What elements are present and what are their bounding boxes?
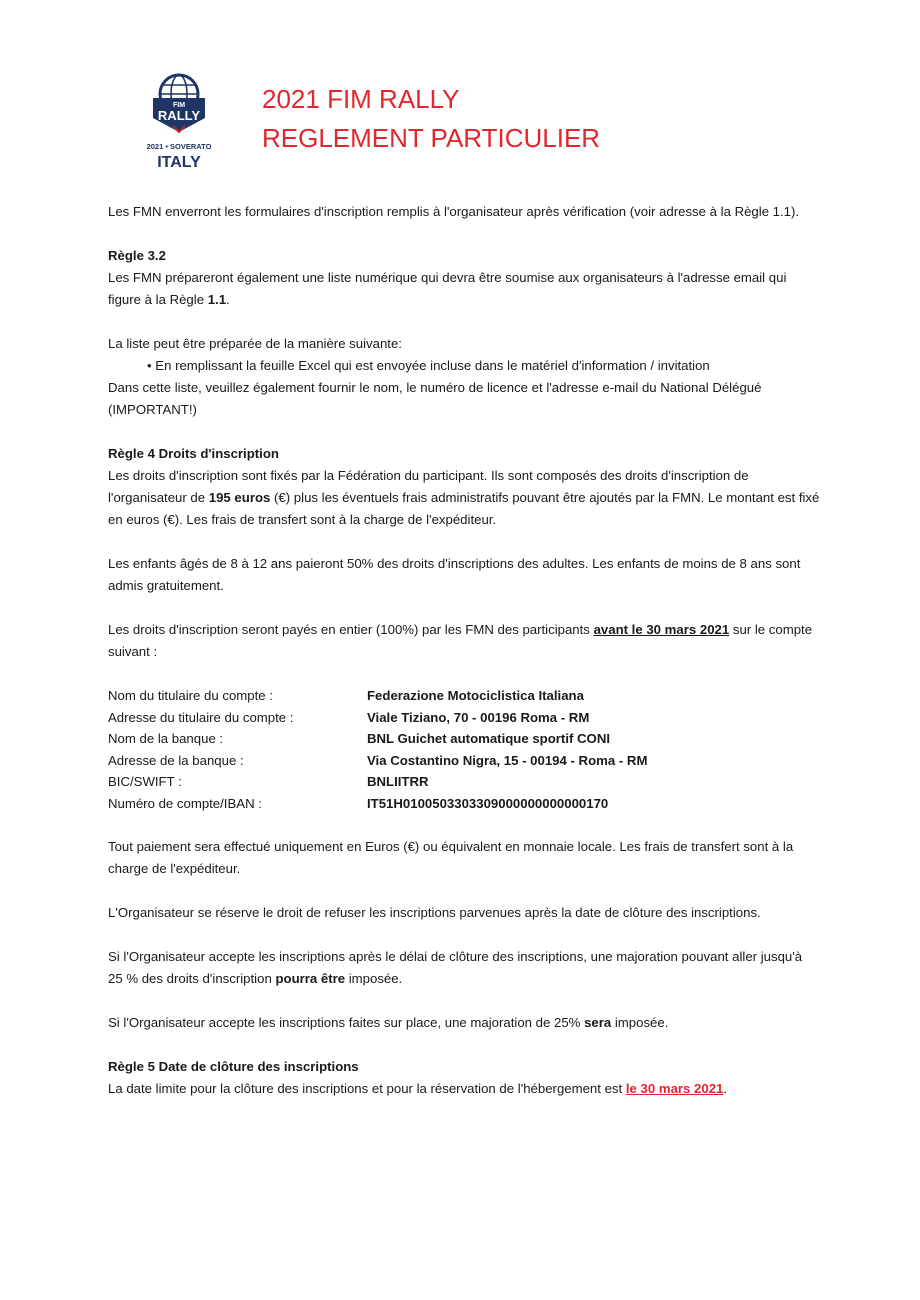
title-line-2: REGLEMENT PARTICULIER — [262, 123, 601, 153]
payment-text: Les droits d'inscription seront payés en entier (100%) par les FMN des participants — [108, 622, 594, 637]
bank-value: Viale Tiziano, 70 - 00196 Roma - RM — [367, 709, 590, 725]
late-entry-emphasis: pourra être — [275, 971, 346, 986]
onsite-entry-paragraph — [108, 1012, 820, 1034]
rule-5-end: . — [723, 1081, 728, 1096]
table-row — [108, 685, 647, 707]
rule-3-2-paragraph — [108, 267, 820, 311]
bank-label: Nom du titulaire du compte : — [108, 688, 273, 703]
document-title — [262, 80, 600, 158]
bank-label: Adresse du titulaire du compte : — [108, 709, 294, 725]
table-row — [108, 728, 647, 750]
onsite-entry-end: imposée. — [611, 1015, 669, 1030]
rule-3-2-reference: 1.1 — [207, 292, 227, 307]
children-paragraph: Les enfants âgés de 8 à 12 ans paieront 50% des droits d'inscriptions des adultes. Les enfants de moins de 8 ans sont admis gratuitement. — [108, 556, 801, 593]
bank-label: Numéro de compte/IBAN : — [108, 795, 262, 811]
fim-rally-logo-icon — [145, 68, 213, 172]
rule-4-text-cont: (€) plus les éventuels frais administratifs pouvant être ajoutés par la FMN. Le montant est fixé en euros (€). Les frais de transfert sont à la charge de l'expéditeur. — [108, 490, 820, 527]
list-intro: La liste peut être préparée de la manière suivante: — [108, 336, 402, 351]
rule-5-heading: Règle 5 Date de clôture des inscriptions — [108, 1059, 359, 1074]
table-row — [108, 707, 647, 729]
rule-4-text: Les droits d'inscription sont fixés par la Fédération du participant. Ils sont composés des droits d'inscription de l'organisateur de — [108, 468, 749, 505]
logo-event-text: 2021 • SOVERATO — [146, 142, 212, 151]
logo-rally-text: RALLY — [157, 108, 201, 123]
rule-5-text: La date limite pour la clôture des inscriptions et pour la réservation de l'hébergement est — [108, 1081, 626, 1096]
refuse-paragraph: L'Organisateur se réserve le droit de refuser les inscriptions parvenues après la date de clôture des inscriptions. — [108, 905, 761, 920]
intro-paragraph: Les FMN enverront les formulaires d'inscription remplis à l'organisateur après vérification (voir adresse à la Règle 1.1). — [108, 204, 800, 219]
bank-label: Nom de la banque : — [108, 731, 224, 746]
bank-value: Via Costantino Nigra, 15 - 00194 - Roma - RM — [367, 752, 648, 768]
bank-value: IT51H0100503303309000000000000170 — [367, 795, 609, 811]
rule-3-2-end: . — [226, 292, 230, 307]
onsite-entry-text: Si l'Organisateur accepte les inscriptions faites sur place, une majoration de 25% — [108, 1015, 585, 1030]
bank-details-table — [108, 685, 647, 814]
bank-label: BIC/SWIFT : — [108, 774, 182, 789]
bank-value: Federazione Motociclistica Italiana — [367, 688, 584, 703]
late-entry-end: imposée. — [345, 971, 403, 986]
onsite-entry-emphasis: sera — [584, 1015, 612, 1030]
table-row — [108, 793, 647, 815]
payment-deadline: avant le 30 mars 2021 — [593, 622, 730, 637]
rule-4-fee: 195 euros — [208, 490, 271, 505]
bank-value: BNL Guichet automatique sportif CONI — [367, 731, 611, 746]
logo-fim-text: FIM — [172, 102, 186, 109]
list-note: Dans cette liste, veuillez également fournir le nom, le numéro de licence et l'adresse e-mail du National Délégué (IMPORTANT!) — [108, 380, 762, 417]
bank-value: BNLIITRR — [367, 774, 429, 789]
table-row — [108, 750, 647, 772]
table-row — [108, 771, 647, 793]
payment-text-cont: sur le compte suivant : — [108, 622, 813, 659]
euro-payment-paragraph: Tout paiement sera effectué uniquement en Euros (€) ou équivalent en monnaie locale. Les frais de transfert sont à la charge de l'expéditeur. — [108, 839, 794, 876]
late-entry-text: Si l'Organisateur accepte les inscriptions après le délai de clôture des inscriptions, une majoration pouvant aller jusqu'à 25 % des droits d'inscription — [108, 949, 803, 986]
late-entry-paragraph — [108, 946, 820, 990]
payment-paragraph — [108, 619, 820, 663]
rule-5-date: le 30 mars 2021 — [625, 1081, 724, 1096]
list-bullet: • En remplissant la feuille Excel qui est envoyée incluse dans le matériel d'information / invitation — [147, 358, 710, 373]
rule-4-paragraph — [108, 465, 820, 531]
bank-label: Adresse de la banque : — [108, 752, 244, 768]
title-line-1: 2021 FIM RALLY — [262, 84, 460, 114]
logo-country-text: ITALY — [157, 154, 201, 171]
document-body — [108, 201, 820, 1100]
rule-3-2-text: Les FMN prépareront également une liste numérique qui devra être soumise aux organisateurs à l'adresse email qui figure à la Règle — [108, 270, 787, 307]
rule-4-heading: Règle 4 Droits d'inscription — [108, 446, 279, 461]
rule-3-2-heading: Règle 3.2 — [108, 248, 166, 263]
fim-rally-logo — [145, 68, 213, 172]
rule-5-paragraph — [108, 1078, 820, 1100]
